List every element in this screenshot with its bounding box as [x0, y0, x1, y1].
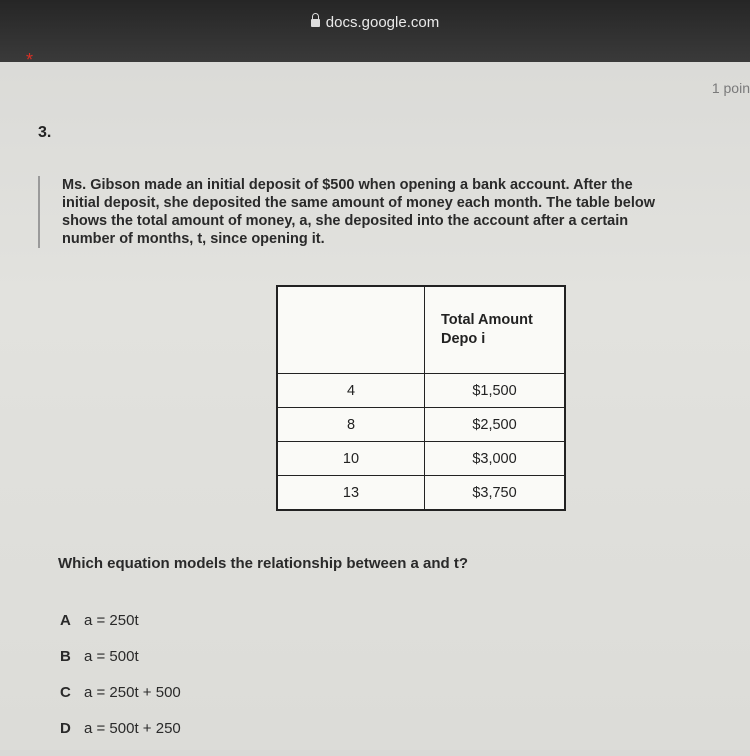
address-bar[interactable]	[0, 14, 750, 31]
browser-top-bar	[0, 0, 750, 62]
table-row	[277, 374, 565, 408]
option-letter: B	[60, 648, 71, 665]
months-header-cell	[277, 286, 425, 374]
answer-options	[60, 612, 181, 756]
amount-cell: $2,500	[425, 408, 566, 442]
option-c[interactable]	[60, 684, 181, 720]
prompt-line: number of months, t, since opening it.	[62, 231, 325, 247]
table-header-row	[277, 286, 565, 374]
prompt-line: initial deposit, she deposited the same amount of money each month. The table below	[62, 195, 655, 211]
required-asterisk: *	[26, 50, 34, 70]
option-text: a = 250t + 500	[84, 684, 181, 701]
option-letter: D	[60, 720, 71, 737]
option-a[interactable]	[60, 612, 181, 648]
amount-header-line: Depo i	[441, 331, 486, 347]
option-letter: A	[60, 612, 71, 629]
option-b[interactable]	[60, 648, 181, 684]
amount-cell: $3,000	[425, 442, 566, 476]
lock-icon	[311, 19, 320, 27]
url-text: docs.google.com	[325, 14, 440, 31]
points-label: 1 poin	[711, 80, 750, 96]
amount-header-cell	[425, 286, 566, 374]
option-d[interactable]	[60, 720, 181, 756]
question-text: Which equation models the relationship between a and t?	[58, 555, 469, 572]
deposit-table	[276, 285, 566, 511]
months-cell: 10	[277, 442, 425, 476]
question-number: 3.	[38, 124, 52, 141]
question-prompt	[38, 176, 750, 248]
months-cell: 8	[277, 408, 425, 442]
option-letter: C	[60, 684, 71, 701]
amount-cell: $3,750	[425, 476, 566, 511]
table-row	[277, 442, 565, 476]
option-text: a = 250t	[84, 612, 139, 629]
table-row	[277, 476, 565, 511]
months-cell: 4	[277, 374, 425, 408]
months-cell: 13	[277, 476, 425, 511]
amount-header-line: Total Amount	[441, 312, 533, 328]
option-text: a = 500t	[84, 648, 139, 665]
amount-cell: $1,500	[425, 374, 566, 408]
prompt-line: shows the total amount of money, a, she deposited into the account after a certain	[62, 213, 629, 229]
option-text: a = 500t + 250	[84, 720, 181, 737]
prompt-line: Ms. Gibson made an initial deposit of $500 when opening a bank account. After the	[62, 177, 633, 193]
table-row	[277, 408, 565, 442]
